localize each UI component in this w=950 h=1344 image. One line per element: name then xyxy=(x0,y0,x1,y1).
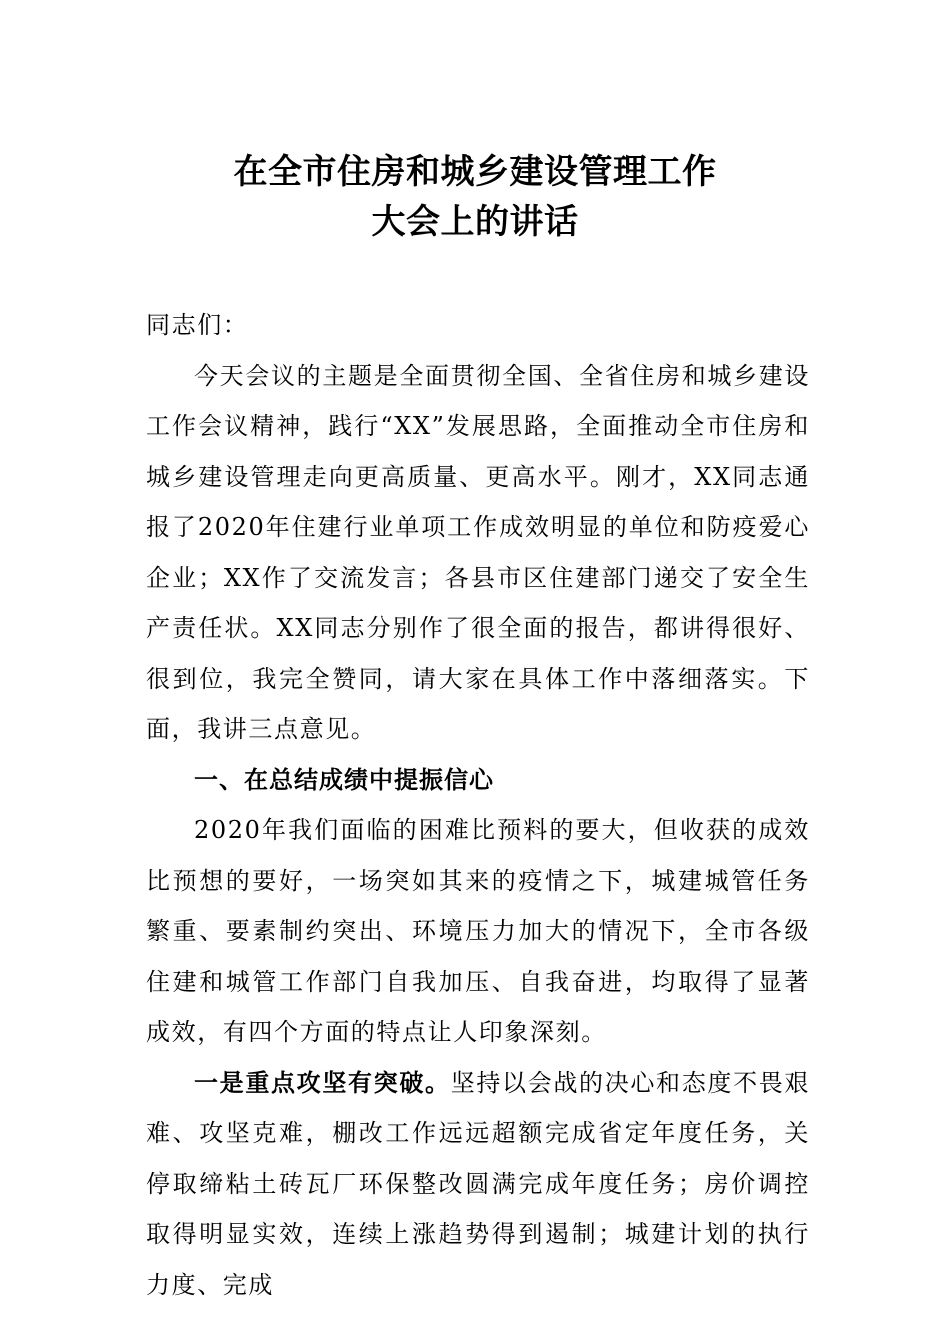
paragraph-intro: 今天会议的主题是全面贯彻全国、全省住房和城乡建设工作会议精神，践行“XX”发展思路，全面推动全市住房和城乡建设管理走向更高质量、更高水平。刚才，XX同志通报了2020年住建行业单项工作成效明显的单位和防疫爱心企业；XX作了交流发言；各县市区住建部门递交了安全生产责任状。XX同志分别作了很全面的报告，都讲得很好、很到位，我完全赞同，请大家在具体工作中落细落实。下面，我讲三点意见。 xyxy=(146,361,810,743)
paragraph-summary: 2020年我们面临的困难比预料的要大，但收获的成效比预想的要好，一场突如其来的疫情之下，城建城管任务繁重、要素制约突出、环境压力加大的情况下，全市各级住建和城管工作部门自我加压、自我奋进，均取得了显著成效，有四个方面的特点让人印象深刻。 xyxy=(146,816,810,1046)
section-heading-1: 一、在总结成绩中提振信心 xyxy=(194,765,494,794)
document-body xyxy=(146,300,810,1310)
paragraph-point-1 xyxy=(146,1058,810,1311)
salutation: 同志们： xyxy=(146,311,249,339)
point-1-lead: 一是重点攻坚有突破。 xyxy=(194,1068,451,1097)
point-1-text: 坚持以会战的决心和态度不畏艰难、攻坚克难，棚改工作远远超额完成省定年度任务，关停取缔粘土砖瓦厂环保整改圆满完成年度任务；房价调控取得明显实效，连续上涨趋势得到遏制；城建计划的执行力度、完成 xyxy=(146,1068,811,1299)
document-title-line-1: 在全市住房和城乡建设管理工作 xyxy=(233,152,717,192)
document-title-line-2: 大会上的讲话 xyxy=(371,202,579,242)
